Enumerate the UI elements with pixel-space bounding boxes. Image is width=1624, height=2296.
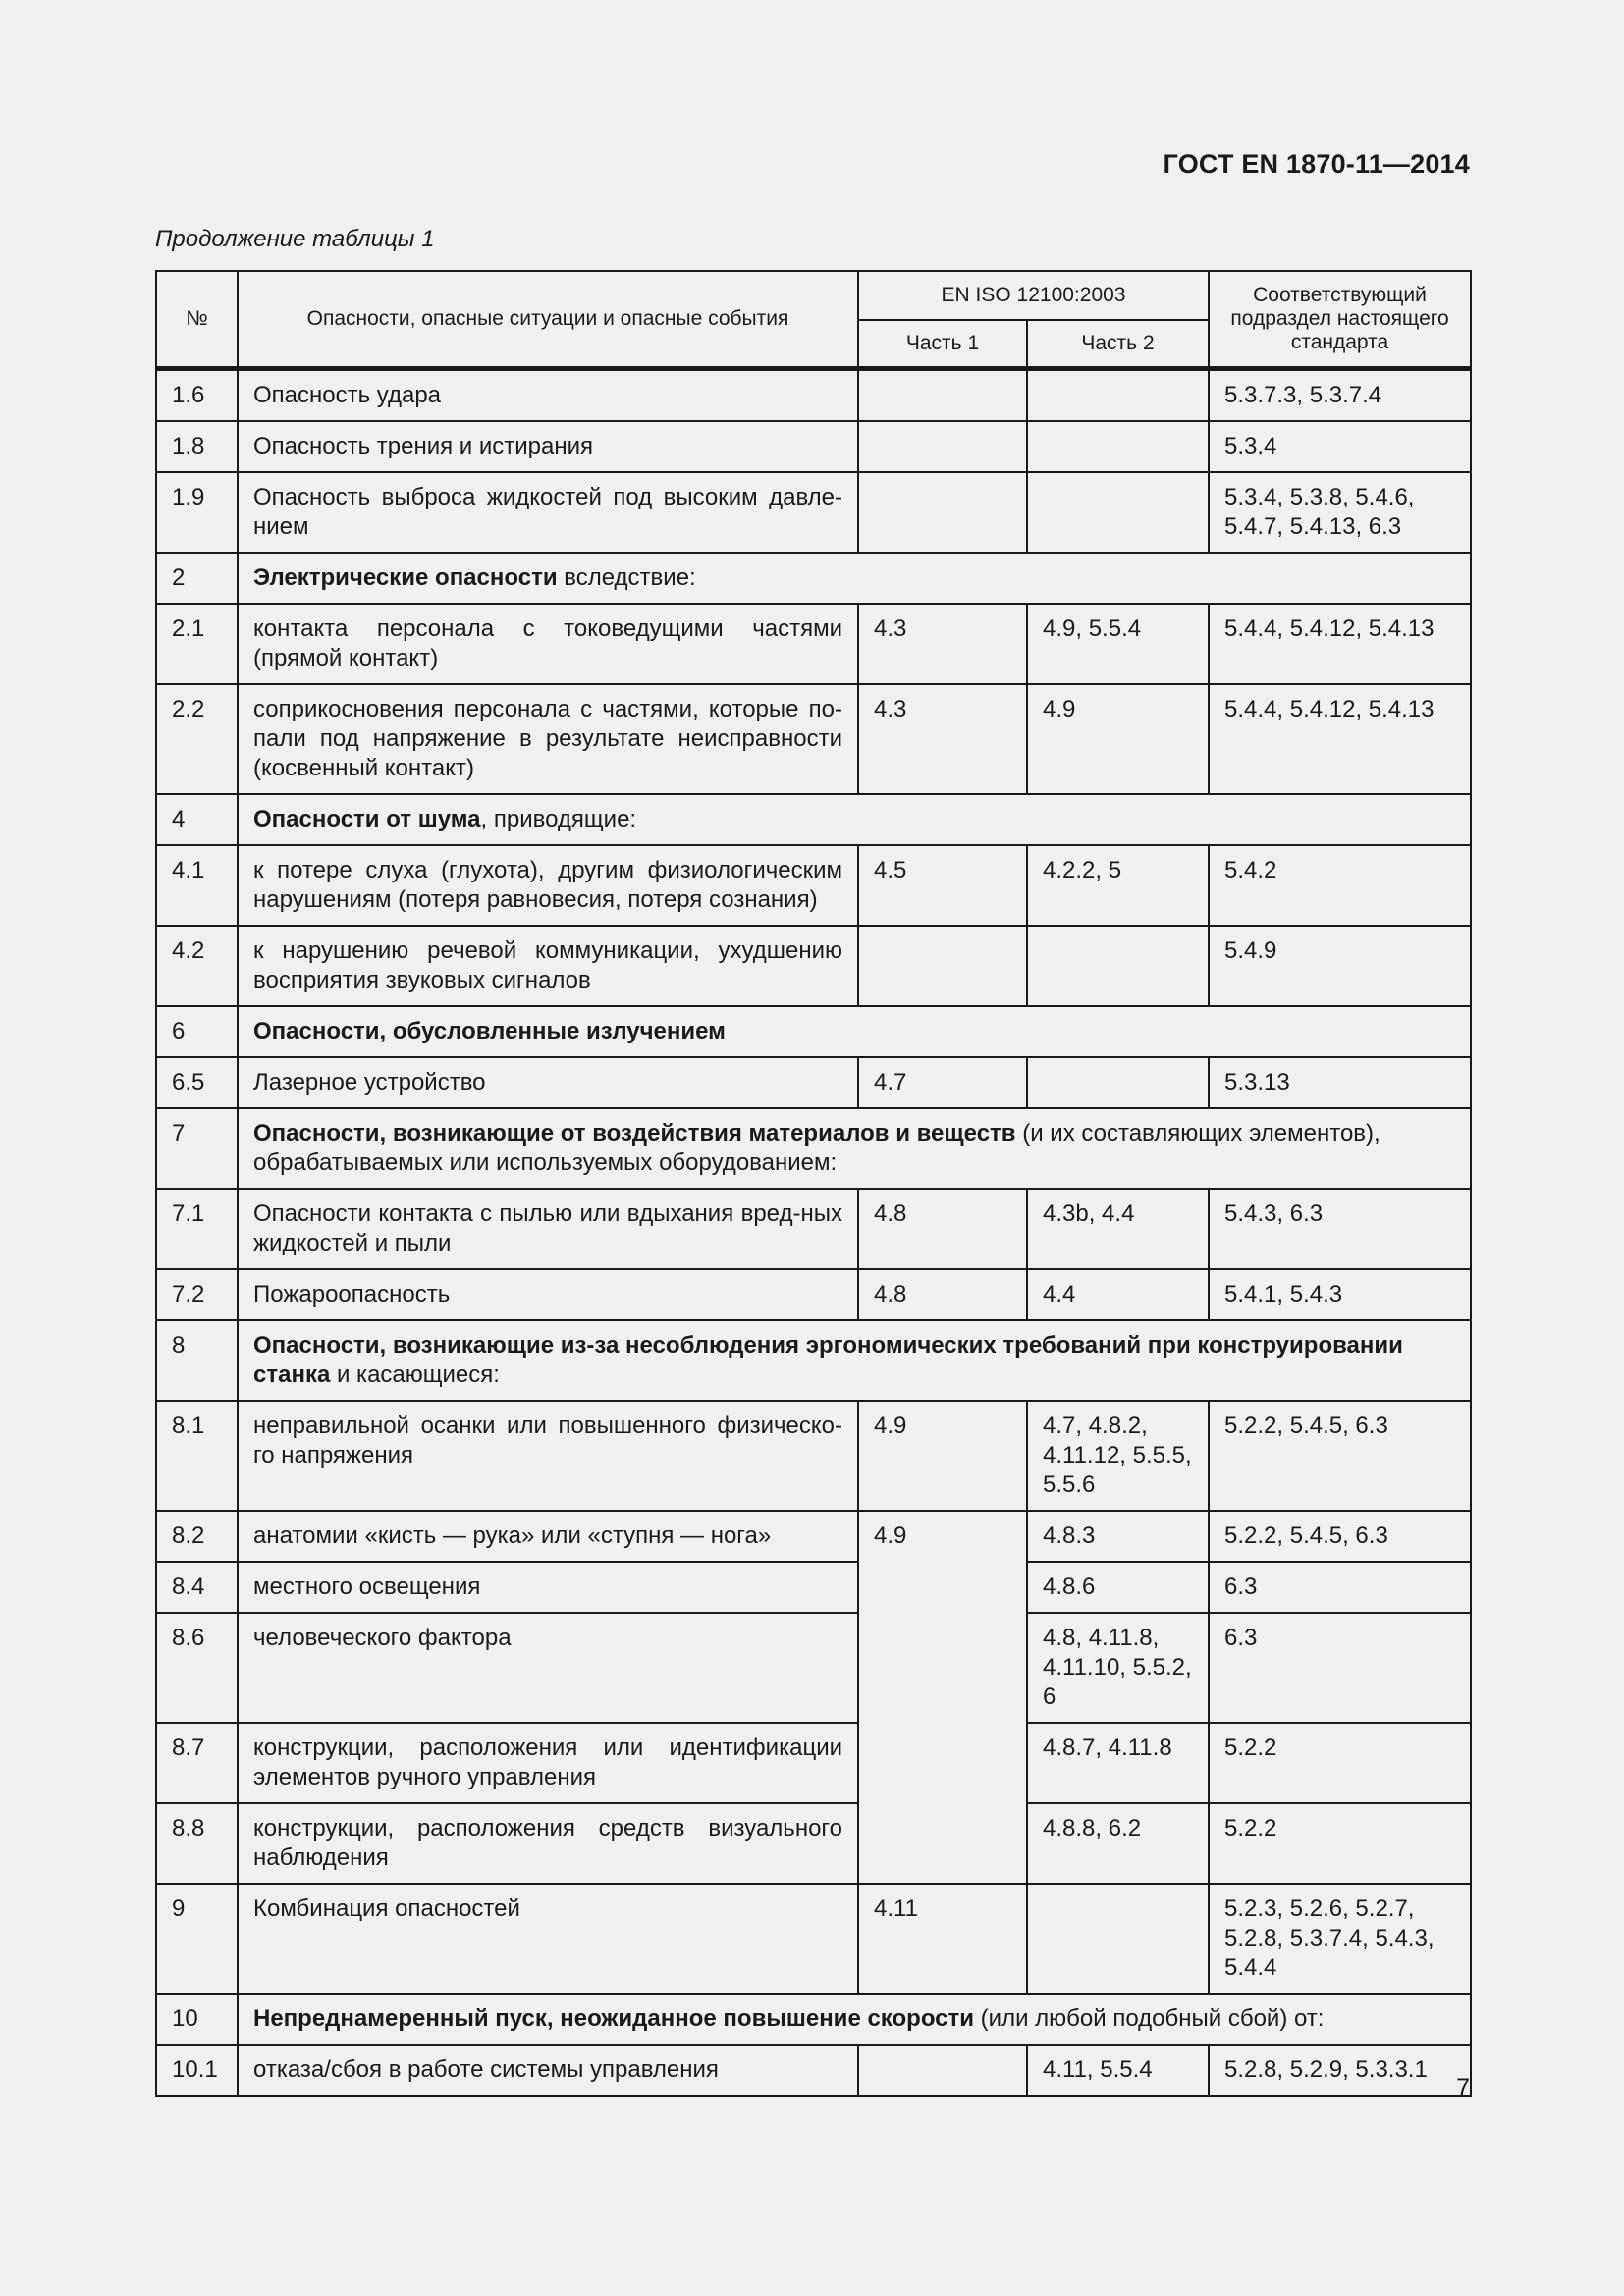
table-row [156, 1057, 1471, 1108]
row-part2: 4.4 [1027, 1269, 1209, 1320]
hazard-table [155, 270, 1472, 2097]
row-part1: 4.3 [858, 684, 1027, 794]
row-clause: 5.4.4, 5.4.12, 5.4.13 [1209, 684, 1471, 794]
row-clause: 5.4.2 [1209, 845, 1471, 926]
row-part1: 4.11 [858, 1884, 1027, 1994]
section-title [238, 1006, 1471, 1057]
row-part2 [1027, 1057, 1209, 1108]
table-row [156, 1269, 1471, 1320]
row-part2 [1027, 1884, 1209, 1994]
section-number: 8 [156, 1320, 238, 1401]
row-hazard: к нарушению речевой коммуникации, ухудшению восприятия звуковых сигналов [238, 926, 858, 1006]
table-row [156, 1401, 1471, 1511]
row-number: 8.4 [156, 1562, 238, 1613]
section-title [238, 553, 1471, 604]
row-number: 7.2 [156, 1269, 238, 1320]
row-clause: 5.2.2 [1209, 1723, 1471, 1803]
section-number: 7 [156, 1108, 238, 1189]
document-code: ГОСТ EN 1870-11—2014 [1163, 149, 1470, 179]
row-part1: 4.9 [858, 1401, 1027, 1511]
table-row [156, 926, 1471, 1006]
row-number: 7.1 [156, 1189, 238, 1269]
row-hazard: соприкосновения персонала с частями, которые по-пали под напряжение в результате неисправности (косвенный контакт) [238, 684, 858, 794]
section-title-bold: Опасности от шума [253, 806, 481, 832]
header-hazard: Опасности, опасные ситуации и опасные события [238, 271, 858, 369]
section-title-rest: вследствие: [557, 564, 696, 591]
row-part2 [1027, 369, 1209, 422]
row-hazard: контакта персонала с токоведущими частями (прямой контакт) [238, 604, 858, 684]
row-number: 6.5 [156, 1057, 238, 1108]
row-clause: 5.2.2, 5.4.5, 6.3 [1209, 1511, 1471, 1562]
row-clause: 6.3 [1209, 1562, 1471, 1613]
section-number: 4 [156, 794, 238, 845]
row-part2 [1027, 421, 1209, 472]
section-row [156, 553, 1471, 604]
table-caption: Продолжение таблицы 1 [155, 226, 435, 252]
section-title [238, 1994, 1471, 2045]
row-number: 1.9 [156, 472, 238, 553]
header-number: № [156, 271, 238, 369]
row-part1 [858, 369, 1027, 422]
section-title-bold: Опасности, обусловленные излучением [253, 1018, 726, 1044]
row-part1 [858, 926, 1027, 1006]
row-part2: 4.9 [1027, 684, 1209, 794]
row-part2: 4.8.7, 4.11.8 [1027, 1723, 1209, 1803]
row-hazard: неправильной осанки или повышенного физическо-го напряжения [238, 1401, 858, 1511]
table-row [156, 369, 1471, 422]
row-hazard: Опасность удара [238, 369, 858, 422]
row-part1: 4.3 [858, 604, 1027, 684]
row-hazard: к потере слуха (глухота), другим физиологическим нарушениям (потеря равновесия, потеря сознания) [238, 845, 858, 926]
row-clause: 5.4.3, 6.3 [1209, 1189, 1471, 1269]
row-part1: 4.5 [858, 845, 1027, 926]
row-number: 8.7 [156, 1723, 238, 1803]
row-part2: 4.8.6 [1027, 1562, 1209, 1613]
row-part1: 4.8 [858, 1269, 1027, 1320]
row-hazard: Пожароопасность [238, 1269, 858, 1320]
row-part2: 4.8.3 [1027, 1511, 1209, 1562]
section-title-rest: (и их составляющих элементов), обрабатываемых или используемых оборудованием: [253, 1120, 1380, 1176]
row-hazard: конструкции, расположения или идентификации элементов ручного управления [238, 1723, 858, 1803]
row-number: 8.8 [156, 1803, 238, 1884]
table-row [156, 1562, 1471, 1613]
table-row [156, 604, 1471, 684]
section-row [156, 794, 1471, 845]
table-row [156, 1189, 1471, 1269]
table-row [156, 845, 1471, 926]
row-part1 [858, 2045, 1027, 2096]
table-row [156, 1511, 1471, 1562]
row-part2 [1027, 926, 1209, 1006]
section-number: 2 [156, 553, 238, 604]
row-number: 10.1 [156, 2045, 238, 2096]
row-number: 8.2 [156, 1511, 238, 1562]
section-title-bold: Электрические опасности [253, 564, 558, 591]
section-title [238, 794, 1471, 845]
row-part2: 4.7, 4.8.2, 4.11.12, 5.5.5, 5.5.6 [1027, 1401, 1209, 1511]
section-row [156, 1994, 1471, 2045]
table-row [156, 1884, 1471, 1994]
section-number: 6 [156, 1006, 238, 1057]
row-part1 [858, 421, 1027, 472]
row-part2: 4.8.8, 6.2 [1027, 1803, 1209, 1884]
table-row [156, 472, 1471, 553]
row-number: 1.8 [156, 421, 238, 472]
row-hazard: человеческого фактора [238, 1613, 858, 1723]
section-row [156, 1320, 1471, 1401]
section-title [238, 1320, 1471, 1401]
row-part2 [1027, 472, 1209, 553]
row-clause: 5.3.7.3, 5.3.7.4 [1209, 369, 1471, 422]
row-number: 4.1 [156, 845, 238, 926]
row-clause: 5.4.1, 5.4.3 [1209, 1269, 1471, 1320]
row-number: 4.2 [156, 926, 238, 1006]
row-clause: 5.2.2 [1209, 1803, 1471, 1884]
row-number: 8.6 [156, 1613, 238, 1723]
header-iso: EN ISO 12100:2003 [858, 271, 1209, 320]
section-title-bold: Опасности, возникающие из-за несоблюдения эргономических требований при конструировании станка [253, 1332, 1403, 1388]
section-title-bold: Непреднамеренный пуск, неожиданное повышение скорости [253, 2005, 975, 2032]
row-clause: 6.3 [1209, 1613, 1471, 1723]
table-row [156, 684, 1471, 794]
row-hazard: анатомии «кисть — рука» или «ступня — нога» [238, 1511, 858, 1562]
row-number: 1.6 [156, 369, 238, 422]
row-hazard: местного освещения [238, 1562, 858, 1613]
table-row [156, 1613, 1471, 1723]
row-clause: 5.4.9 [1209, 926, 1471, 1006]
row-number: 2.1 [156, 604, 238, 684]
row-part2: 4.8, 4.11.8, 4.11.10, 5.5.2, 6 [1027, 1613, 1209, 1723]
row-hazard: Опасность выброса жидкостей под высоким давле-нием [238, 472, 858, 553]
row-clause: 5.2.2, 5.4.5, 6.3 [1209, 1401, 1471, 1511]
section-row [156, 1006, 1471, 1057]
row-number: 8.1 [156, 1401, 238, 1511]
table-row [156, 2045, 1471, 2096]
section-title-rest: , приводящие: [480, 806, 637, 832]
row-clause: 5.3.4 [1209, 421, 1471, 472]
table-row [156, 1723, 1471, 1803]
row-part2: 4.9, 5.5.4 [1027, 604, 1209, 684]
section-title [238, 1108, 1471, 1189]
row-clause: 5.4.4, 5.4.12, 5.4.13 [1209, 604, 1471, 684]
row-number: 2.2 [156, 684, 238, 794]
row-part1 [858, 472, 1027, 553]
row-hazard: конструкции, расположения средств визуального наблюдения [238, 1803, 858, 1884]
section-title-bold: Опасности, возникающие от воздействия материалов и веществ [253, 1120, 1016, 1147]
row-part1: 4.7 [858, 1057, 1027, 1108]
row-hazard: отказа/сбоя в работе системы управления [238, 2045, 858, 2096]
page-number: 7 [1456, 2074, 1470, 2102]
section-row [156, 1108, 1471, 1189]
header-part1: Часть 1 [858, 320, 1027, 369]
table-row [156, 1803, 1471, 1884]
section-number: 10 [156, 1994, 238, 2045]
section-title-rest: (или любой подобный сбой) от: [974, 2005, 1325, 2032]
section-title-rest: и касающиеся: [330, 1362, 500, 1388]
row-hazard: Опасности контакта с пылью или вдыхания вред-ных жидкостей и пыли [238, 1189, 858, 1269]
header-clause: Соответствующий подраздел настоящего стандарта [1209, 271, 1471, 369]
row-part2: 4.11, 5.5.4 [1027, 2045, 1209, 2096]
row-number: 9 [156, 1884, 238, 1994]
row-hazard: Опасность трения и истирания [238, 421, 858, 472]
header-part2: Часть 2 [1027, 320, 1209, 369]
row-part2: 4.2.2, 5 [1027, 845, 1209, 926]
row-clause: 5.2.3, 5.2.6, 5.2.7, 5.2.8, 5.3.7.4, 5.4.3, 5.4.4 [1209, 1884, 1471, 1994]
row-part2: 4.3b, 4.4 [1027, 1189, 1209, 1269]
row-clause: 5.3.4, 5.3.8, 5.4.6, 5.4.7, 5.4.13, 6.3 [1209, 472, 1471, 553]
row-part1-merged: 4.9 [858, 1511, 1027, 1884]
row-part1: 4.8 [858, 1189, 1027, 1269]
row-clause: 5.2.8, 5.2.9, 5.3.3.1 [1209, 2045, 1471, 2096]
row-hazard: Комбинация опасностей [238, 1884, 858, 1994]
table-row [156, 421, 1471, 472]
row-clause: 5.3.13 [1209, 1057, 1471, 1108]
row-hazard: Лазерное устройство [238, 1057, 858, 1108]
